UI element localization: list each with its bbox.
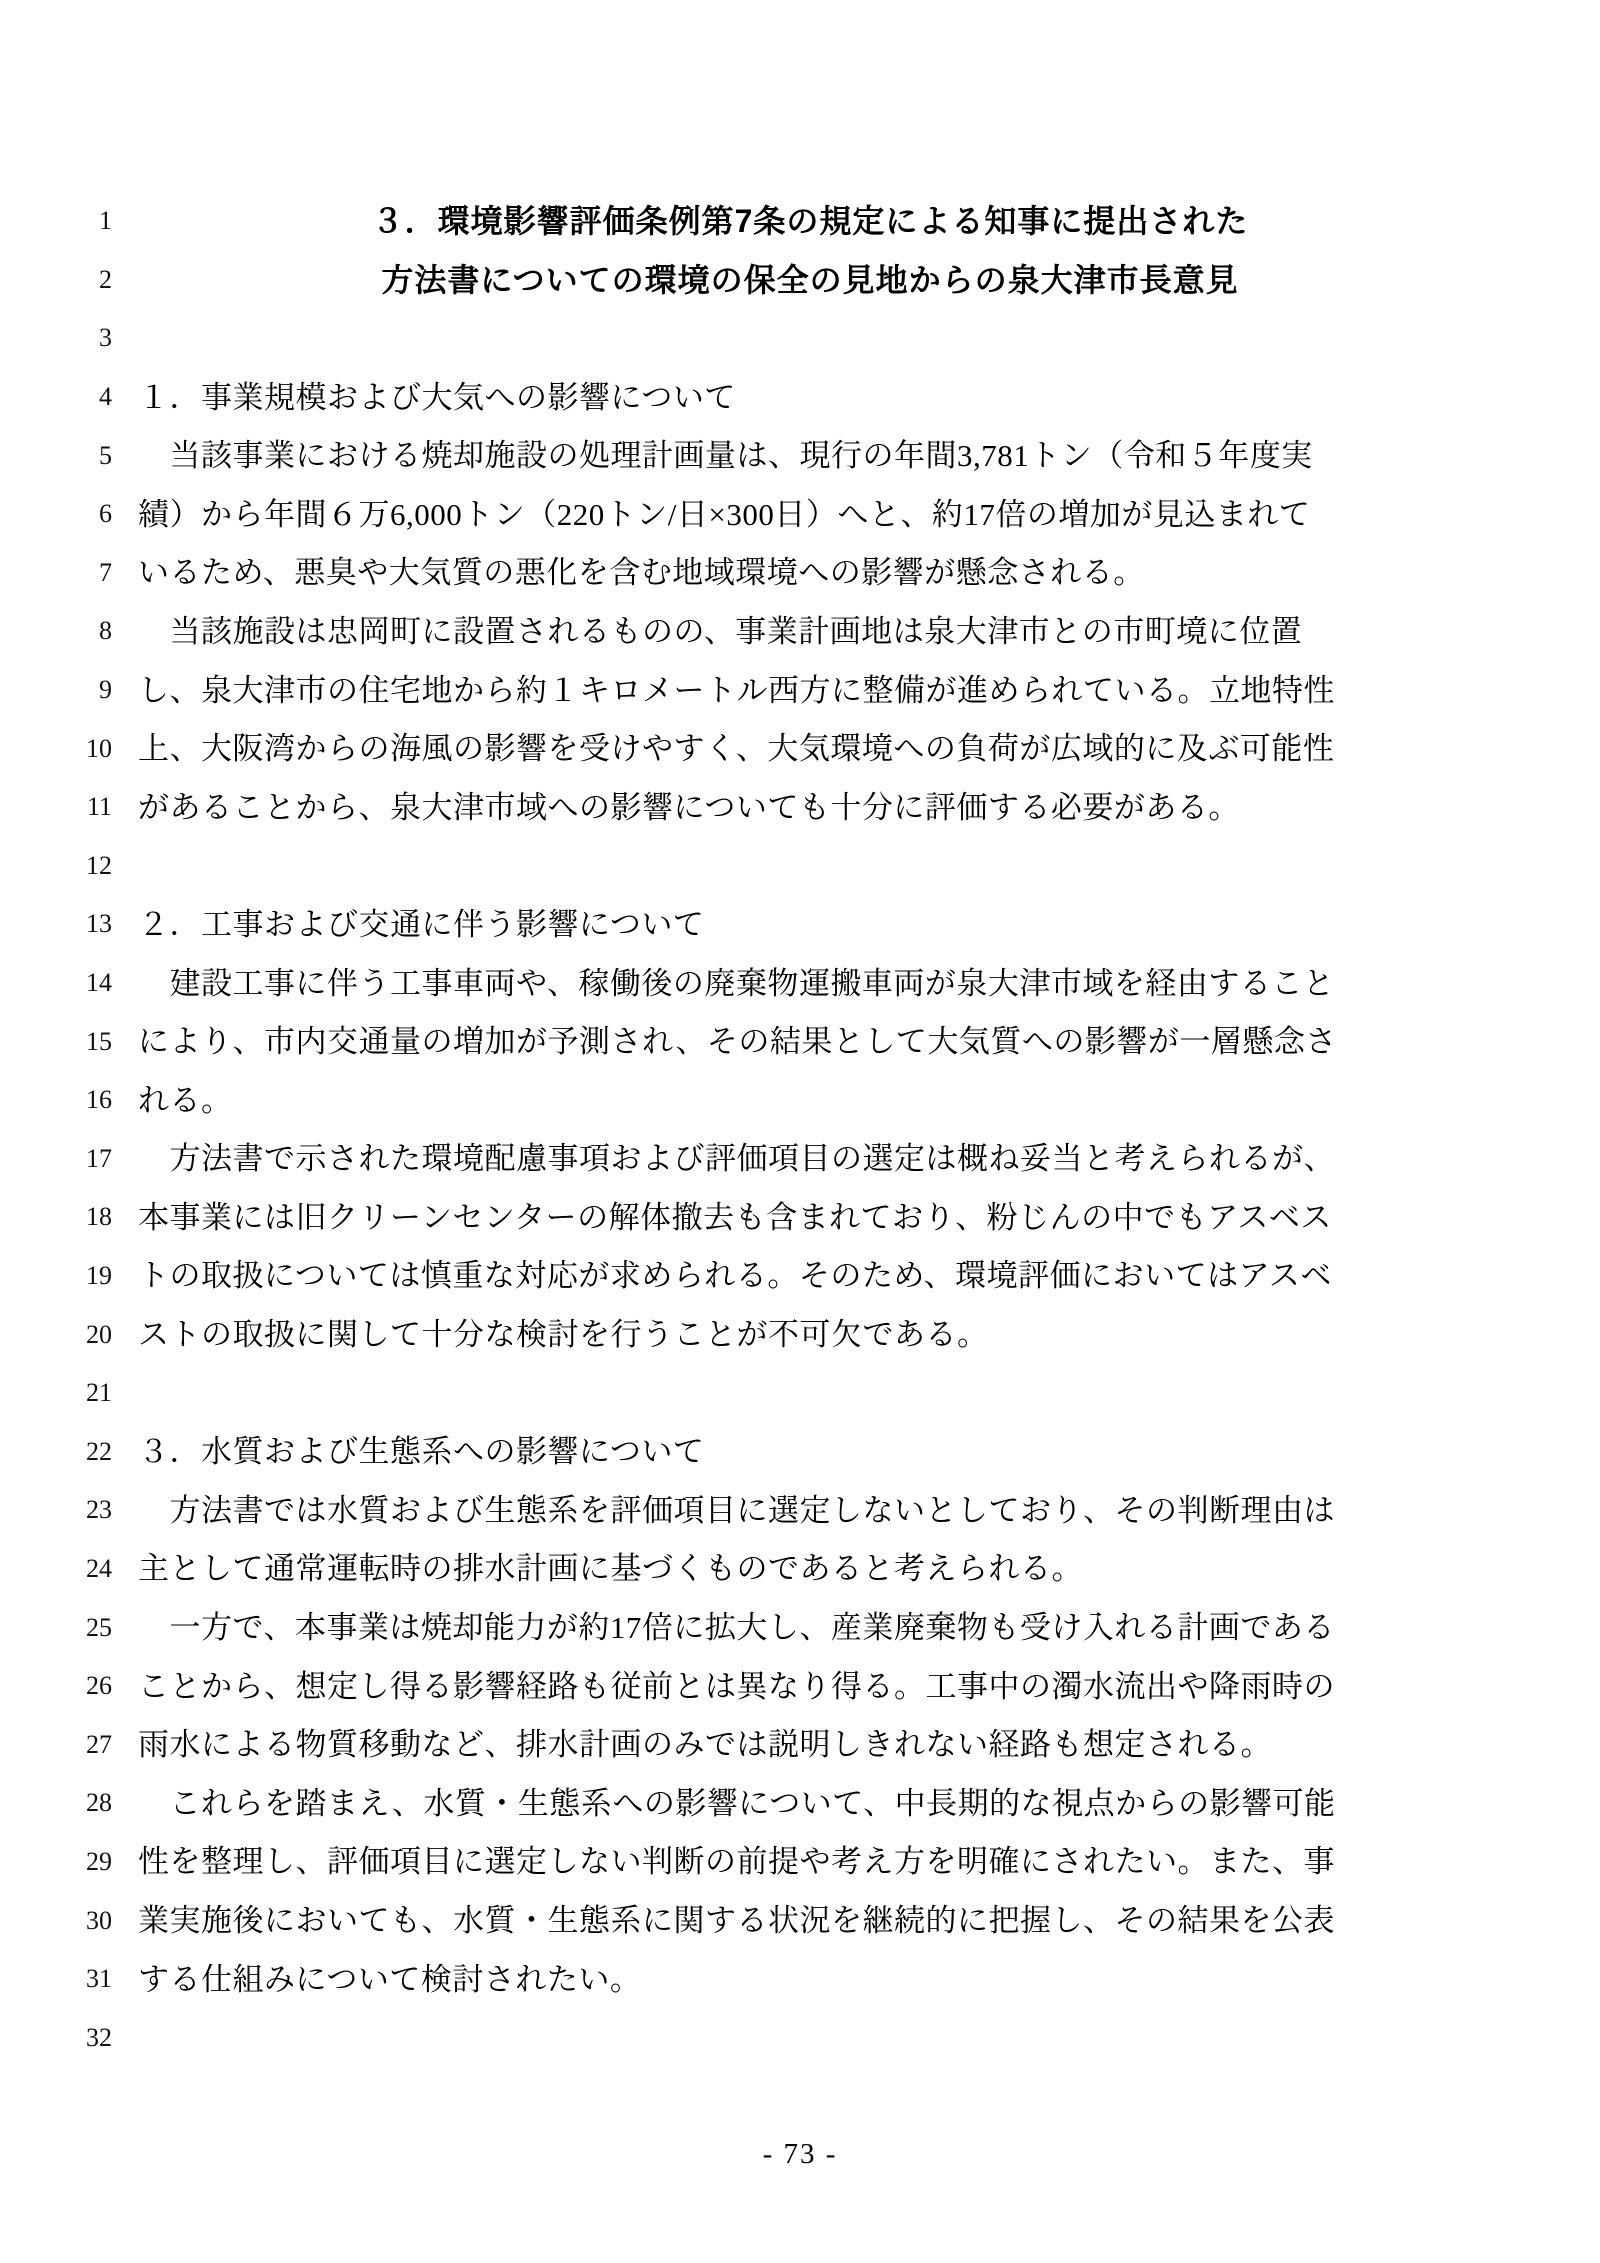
body-line	[0, 1012, 1600, 1071]
line-number: 17	[86, 1143, 112, 1173]
line-text: 方法書で示された環境配慮事項および評価項目の選定は概ね妥当と考えられるが、	[138, 1141, 1335, 1177]
line-number: 12	[86, 850, 112, 880]
section-heading-2: ２．工事および交通に伴う影響について	[138, 906, 705, 942]
body-line	[0, 1774, 1600, 1833]
section-heading-1: １．事業規模および大気への影響について	[138, 379, 736, 415]
line-number: 5	[99, 440, 112, 470]
line-text: いるため、悪臭や大気質の悪化を含む地域環境への影響が懸念される。	[138, 555, 1145, 591]
line-text: 業実施後においても、水質・生態系に関する状況を継続的に把握し、その結果を公表	[138, 1903, 1335, 1939]
line-number: 25	[86, 1612, 112, 1642]
line-number: 27	[86, 1729, 112, 1759]
line-text: ことから、想定し得る影響経路も従前とは異なり得る。工事中の濁水流出や降雨時の	[138, 1668, 1335, 1704]
line-number: 14	[86, 968, 112, 998]
body-line	[0, 1833, 1600, 1892]
empty-line	[0, 2008, 1600, 2067]
line-number: 20	[86, 1319, 112, 1349]
line-number: 11	[86, 792, 112, 822]
line-text: トの取扱については慎重な対応が求められる。そのため、環境評価においてはアスベ	[138, 1258, 1332, 1294]
line-number: 22	[86, 1436, 112, 1466]
body-line	[0, 1715, 1600, 1774]
line-number: 31	[86, 1964, 112, 1994]
body-line	[0, 1481, 1600, 1540]
line-text: する仕組みについて検討されたい。	[138, 1961, 642, 1997]
line-number: 23	[86, 1495, 112, 1525]
body-line	[0, 719, 1600, 778]
line-text: ストの取扱に関して十分な検討を行うことが不可欠である。	[138, 1317, 989, 1353]
body-line	[0, 1188, 1600, 1247]
body-line	[0, 1950, 1600, 2009]
body-line	[0, 1657, 1600, 1716]
line-number: 19	[86, 1260, 112, 1290]
line-number: 18	[86, 1202, 112, 1232]
title-line	[0, 192, 1600, 251]
line-number: 15	[86, 1026, 112, 1056]
line-number: 24	[86, 1553, 112, 1583]
line-number: 1	[99, 206, 112, 236]
line-number: 30	[86, 1905, 112, 1935]
line-text: 性を整理し、評価項目に選定しない判断の前提や考え方を明確にされたい。また、事	[138, 1844, 1335, 1880]
section-heading-line	[0, 1422, 1600, 1481]
line-number: 2	[99, 264, 112, 294]
line-text: 雨水による物質移動など、排水計画のみでは説明しきれない経路も想定される。	[138, 1727, 1272, 1763]
line-number: 21	[86, 1378, 112, 1408]
line-text: 本事業には旧クリーンセンターの解体撤去も含まれており、粉じんの中でもアスベス	[138, 1199, 1332, 1235]
line-number: 13	[86, 909, 112, 939]
line-text: 績）から年間６万6,000トン（220トン/日×300日）へと、約17倍の増加が見込まれて	[138, 496, 1311, 532]
line-text: し、泉大津市の住宅地から約１キロメートル西方に整備が進められている。立地特性	[138, 672, 1335, 708]
body-line	[0, 954, 1600, 1013]
body-line	[0, 1305, 1600, 1364]
line-text: 上、大阪湾からの海風の影響を受けやすく、大気環境への負荷が広域的に及ぶ可能性	[138, 731, 1335, 767]
document-title-line-2: 方法書についての環境の保全の見地からの泉大津市長意見	[381, 261, 1239, 298]
body-line	[0, 1130, 1600, 1189]
body-line	[0, 1598, 1600, 1657]
line-number: 26	[86, 1671, 112, 1701]
line-number: 16	[86, 1085, 112, 1115]
body-line	[0, 426, 1600, 485]
line-text: があることから、泉大津市域への影響についても十分に評価する必要がある。	[138, 789, 1240, 825]
body-line	[0, 1247, 1600, 1306]
page-number: - 73 -	[762, 2138, 838, 2170]
line-text: れる。	[138, 1082, 233, 1118]
line-number: 7	[99, 557, 112, 587]
section-heading-3: ３．水質および生態系への影響について	[138, 1434, 705, 1470]
line-text: 建設工事に伴う工事車両や、稼働後の廃棄物運搬車両が泉大津市域を経由すること	[138, 965, 1335, 1001]
body-line	[0, 544, 1600, 603]
line-text: 一方で、本事業は焼却能力が約17倍に拡大し、産業廃棄物も受け入れる計画である	[138, 1610, 1335, 1646]
body-line	[0, 1071, 1600, 1130]
line-number: 32	[86, 2022, 112, 2052]
body-line	[0, 485, 1600, 544]
line-text: これらを踏まえ、水質・生態系への影響について、中長期的な視点からの影響可能	[138, 1785, 1336, 1821]
empty-line	[0, 837, 1600, 896]
line-number: 6	[99, 499, 112, 529]
line-text: により、市内交通量の増加が予測され、その結果として大気質への影響が一層懸念さ	[138, 1024, 1337, 1060]
empty-line	[0, 1364, 1600, 1423]
line-text: 当該事業における焼却施設の処理計画量は、現行の年間3,781トン（令和５年度実	[138, 438, 1313, 474]
body-line	[0, 1891, 1600, 1950]
line-number: 8	[99, 616, 112, 646]
document-body	[0, 192, 1600, 2067]
line-number: 9	[99, 675, 112, 705]
body-line	[0, 1540, 1600, 1599]
line-text: 方法書では水質および生態系を評価項目に選定しないとしており、その判断理由は	[138, 1492, 1335, 1528]
body-line	[0, 661, 1600, 720]
line-number: 10	[86, 733, 112, 763]
document-title-line-1: ３．環境影響評価条例第7条の規定による知事に提出された	[371, 203, 1249, 240]
line-text: 主として通常運転時の排水計画に基づくものであると考えられる。	[138, 1551, 1083, 1587]
title-line	[0, 251, 1600, 310]
body-line	[0, 778, 1600, 837]
body-line	[0, 602, 1600, 661]
line-text: 当該施設は忠岡町に設置されるものの、事業計画地は泉大津市との市町境に位置	[138, 613, 1303, 649]
line-number: 3	[99, 323, 112, 353]
line-number: 29	[86, 1846, 112, 1876]
section-heading-line	[0, 368, 1600, 427]
line-number: 28	[86, 1788, 112, 1818]
line-number: 4	[99, 382, 112, 412]
empty-line	[0, 309, 1600, 368]
section-heading-line	[0, 895, 1600, 954]
